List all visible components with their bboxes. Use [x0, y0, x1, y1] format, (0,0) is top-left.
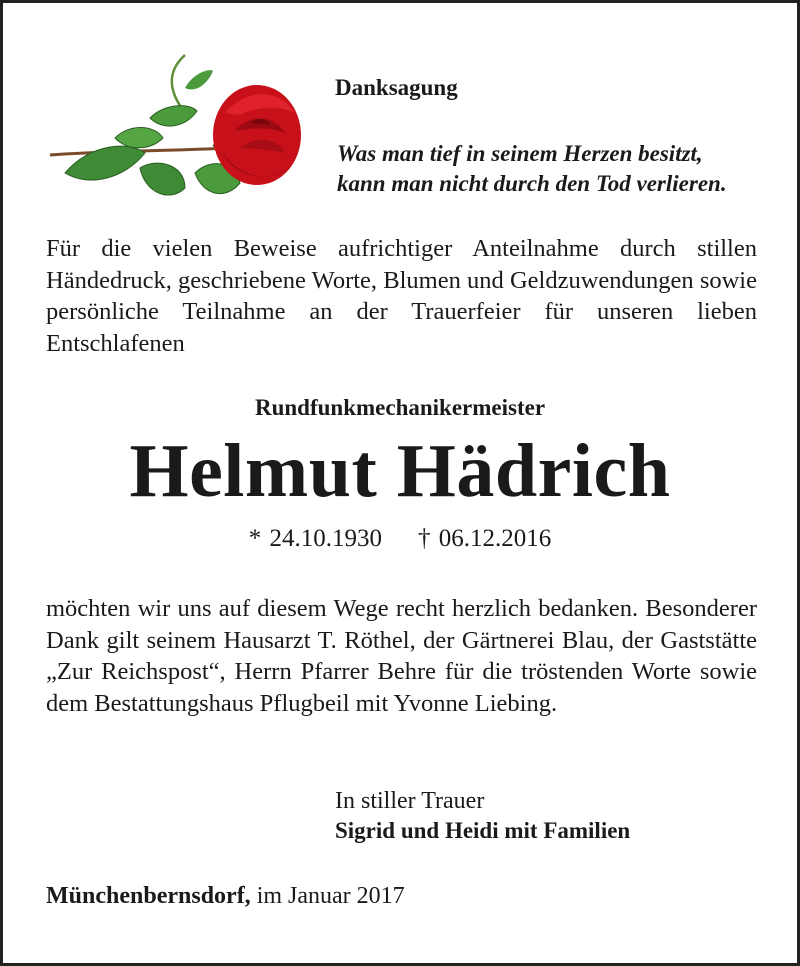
- heading: Danksagung: [335, 75, 458, 100]
- quote-line-2: kann man nicht durch den Tod verlieren.: [337, 171, 727, 196]
- intro-paragraph: Für die vielen Beweise aufrichtiger Anteilnahme durch stillen Händedruck, geschriebene Worte, Blumen und Geldzuwendungen sowie persönliche Teilnahme an der Trauerfeier für unseren lieben Entschlafenen: [46, 235, 757, 357]
- thanks-paragraph: möchten wir uns auf diesem Wege recht herzlich bedanken. Besonderer Dank gilt seinem Hausarzt T. Röthel, der Gärtnerei Blau, der Gaststätte „Zur Reichspost“, Herrn Pfarrer Behre für die tröstenden Worte sowie dem Bestattungshaus Pflugbeil mit Yvonne Liebing.: [46, 595, 757, 717]
- signature-line-1: In stiller Trauer: [335, 788, 485, 814]
- quote-line-1: Was man tief in seinem Herzen besitzt,: [337, 141, 703, 166]
- birth-date: * 24.10.1930: [248, 525, 382, 552]
- place-date: [46, 883, 405, 910]
- life-dates: [3, 525, 797, 553]
- place-town: Münchenbernsdorf,: [46, 883, 251, 909]
- quote: [337, 139, 727, 199]
- signature-line-2: Sigrid und Heidi mit Familien: [335, 818, 631, 843]
- death-date: † 06.12.2016: [418, 525, 552, 552]
- place-month: im Januar 2017: [250, 883, 405, 909]
- deceased-profession: Rundfunkmechanikermeister: [254, 395, 546, 420]
- red-rose-image: [45, 53, 310, 223]
- deceased-name: Helmut Hädrich: [129, 429, 671, 513]
